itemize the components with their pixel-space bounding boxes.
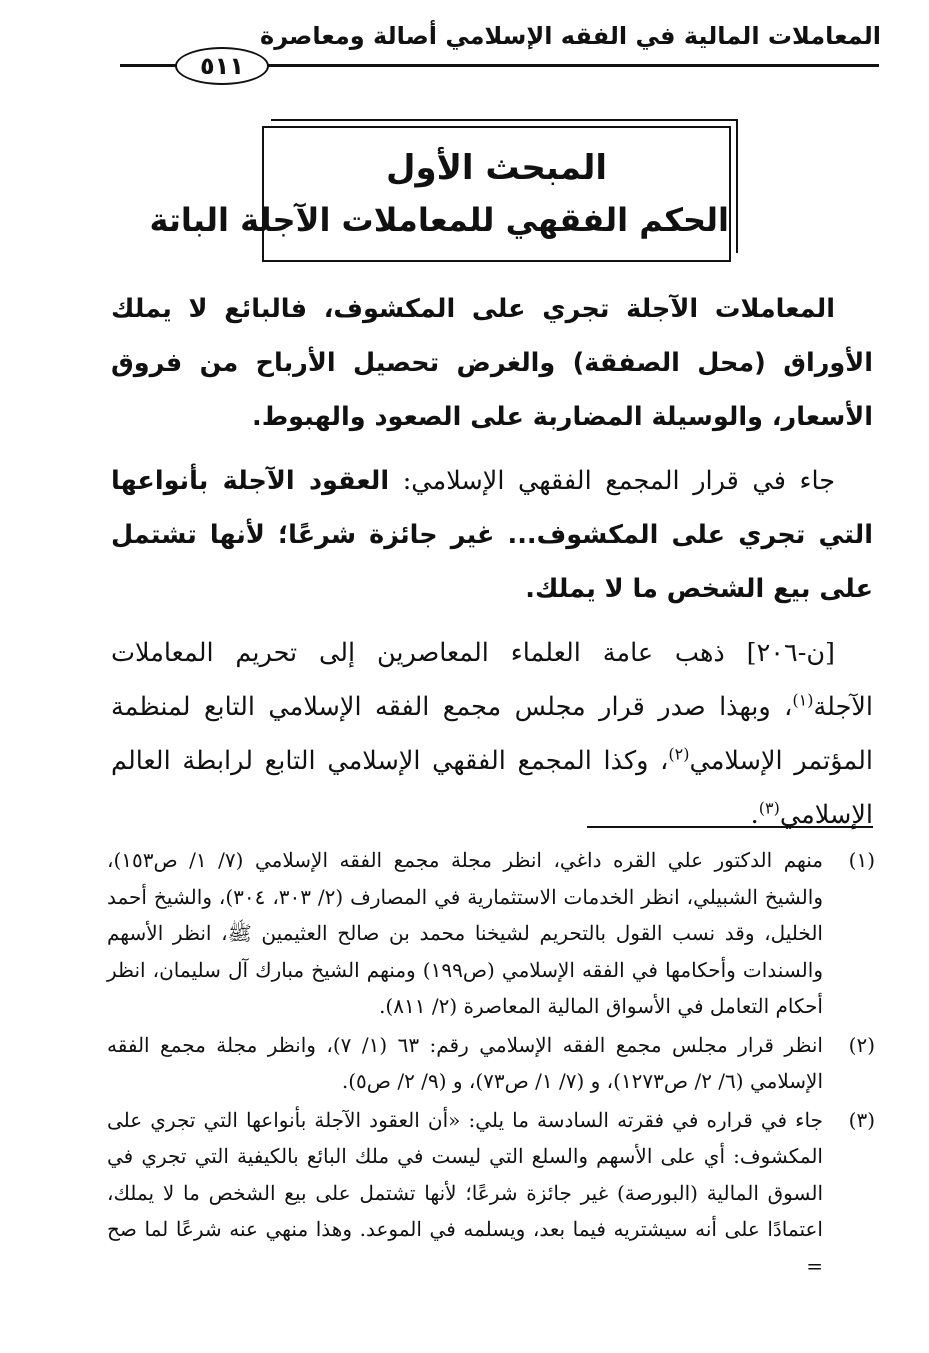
footnote-number: (٣) [848, 1107, 875, 1132]
body-text [111, 282, 873, 852]
paragraph-2-intro: جاء في قرار المجمع الفقهي الإسلامي: [389, 466, 835, 496]
footnote-ref-3[interactable]: (٣) [758, 798, 780, 818]
paragraph-3-part4: . [750, 800, 759, 830]
footnote-text: جاء في قراره في فقرته السادسة ما يلي: «أن العقود الآجلة بأنواعها التي تجري على المكشوف: أي على الأسهم والسلع التي ليست في ملك البائع بالكيفية التي تجري في السوق المالية (البورصة) غير جائزة شرعًا؛ لأنها تشتمل على بيع الشخص ما لا يملك، اعتمادًا على أنه سيشتريه فيما بعد، ويسلمه في الموعد. وهذا منهي عنه شرعًا لما صح = [107, 1107, 823, 1278]
paragraph-3-part3: ، وكذا المجمع الفقهي الإسلامي التابع لرابطة العالم الإسلامي [111, 746, 873, 830]
footnote-separator [587, 826, 873, 828]
footnote-number: (١) [848, 848, 875, 872]
paragraph-3 [111, 626, 873, 842]
page-number: ٥١١ [175, 47, 269, 85]
footnote-text: منهم الدكتور علي القره داغي، انظر مجلة مجمع الفقه الإسلامي (٧/ ١/ ص١٥٣)، والشيخ الشبيلي، انظر الخدمات الاستثمارية في المصارف (٢/ ٣٠٣، ٣٠٤)، والشيخ أحمد الخليل، وقد نسب القول بالتحريم لشيخنا محمد بن صالح العثيمين ﷺ، انظر الأسهم والسندات وأحكامها في الفقه الإسلامي (ص١٩٩) ومنهم الشيخ مبارك آل سليمان، انظر أحكام التعامل في الأسواق المالية المعاصرة (٢/ ٨١١). [107, 848, 823, 1018]
section-heading-box [149, 126, 731, 262]
footnote-number: (٢) [848, 1032, 875, 1057]
footnotes [107, 842, 875, 1286]
footnote-3 [107, 1102, 875, 1285]
footnote-ref-1[interactable]: (١) [792, 690, 814, 710]
running-title: المعاملات المالية في الفقه الإسلامي أصالة ومعاصرة [260, 22, 881, 50]
paragraph-3-part1: [ن-٢٠٦] ذهب عامة العلماء المعاصرين إلى تحريم المعاملات الآجلة [111, 638, 873, 722]
section-subtitle: الحكم الفقهي للمعاملات الآجلة الباتة [149, 201, 729, 239]
section-title: المبحث الأول [385, 148, 608, 188]
footnote-text: انظر قرار مجلس مجمع الفقه الإسلامي رقم: ٦٣ (١/ ٧)، وانظر مجلة مجمع الفقه الإسلامي (٦/ ٢/ ص١٢٧٣)، و (٧/ ١/ ص٧٣)، و (٩/ ٢/ ص٥). [107, 1032, 823, 1093]
paragraph-3-part2: ، وبهذا صدر قرار مجلس مجمع الفقه الإسلامي التابع لمنظمة المؤتمر الإسلامي [111, 692, 873, 776]
paragraph-2 [111, 454, 873, 616]
paragraph-1: المعاملات الآجلة تجري على المكشوف، فالبائع لا يملك الأوراق (محل الصفقة) والغرض تحصيل الأرباح من فروق الأسعار، والوسيلة المضاربة على الصعود والهبوط. [111, 294, 873, 432]
footnote-2 [107, 1027, 875, 1100]
running-header [60, 22, 881, 58]
footnote-1 [107, 842, 875, 1025]
paragraph-2-quote: العقود الآجلة بأنواعها التي تجري على المكشوف... غير جائزة شرعًا؛ لأنها تشتمل على بيع الشخص ما لا يملك. [111, 466, 873, 604]
footnote-ref-2[interactable]: (٢) [668, 744, 690, 764]
